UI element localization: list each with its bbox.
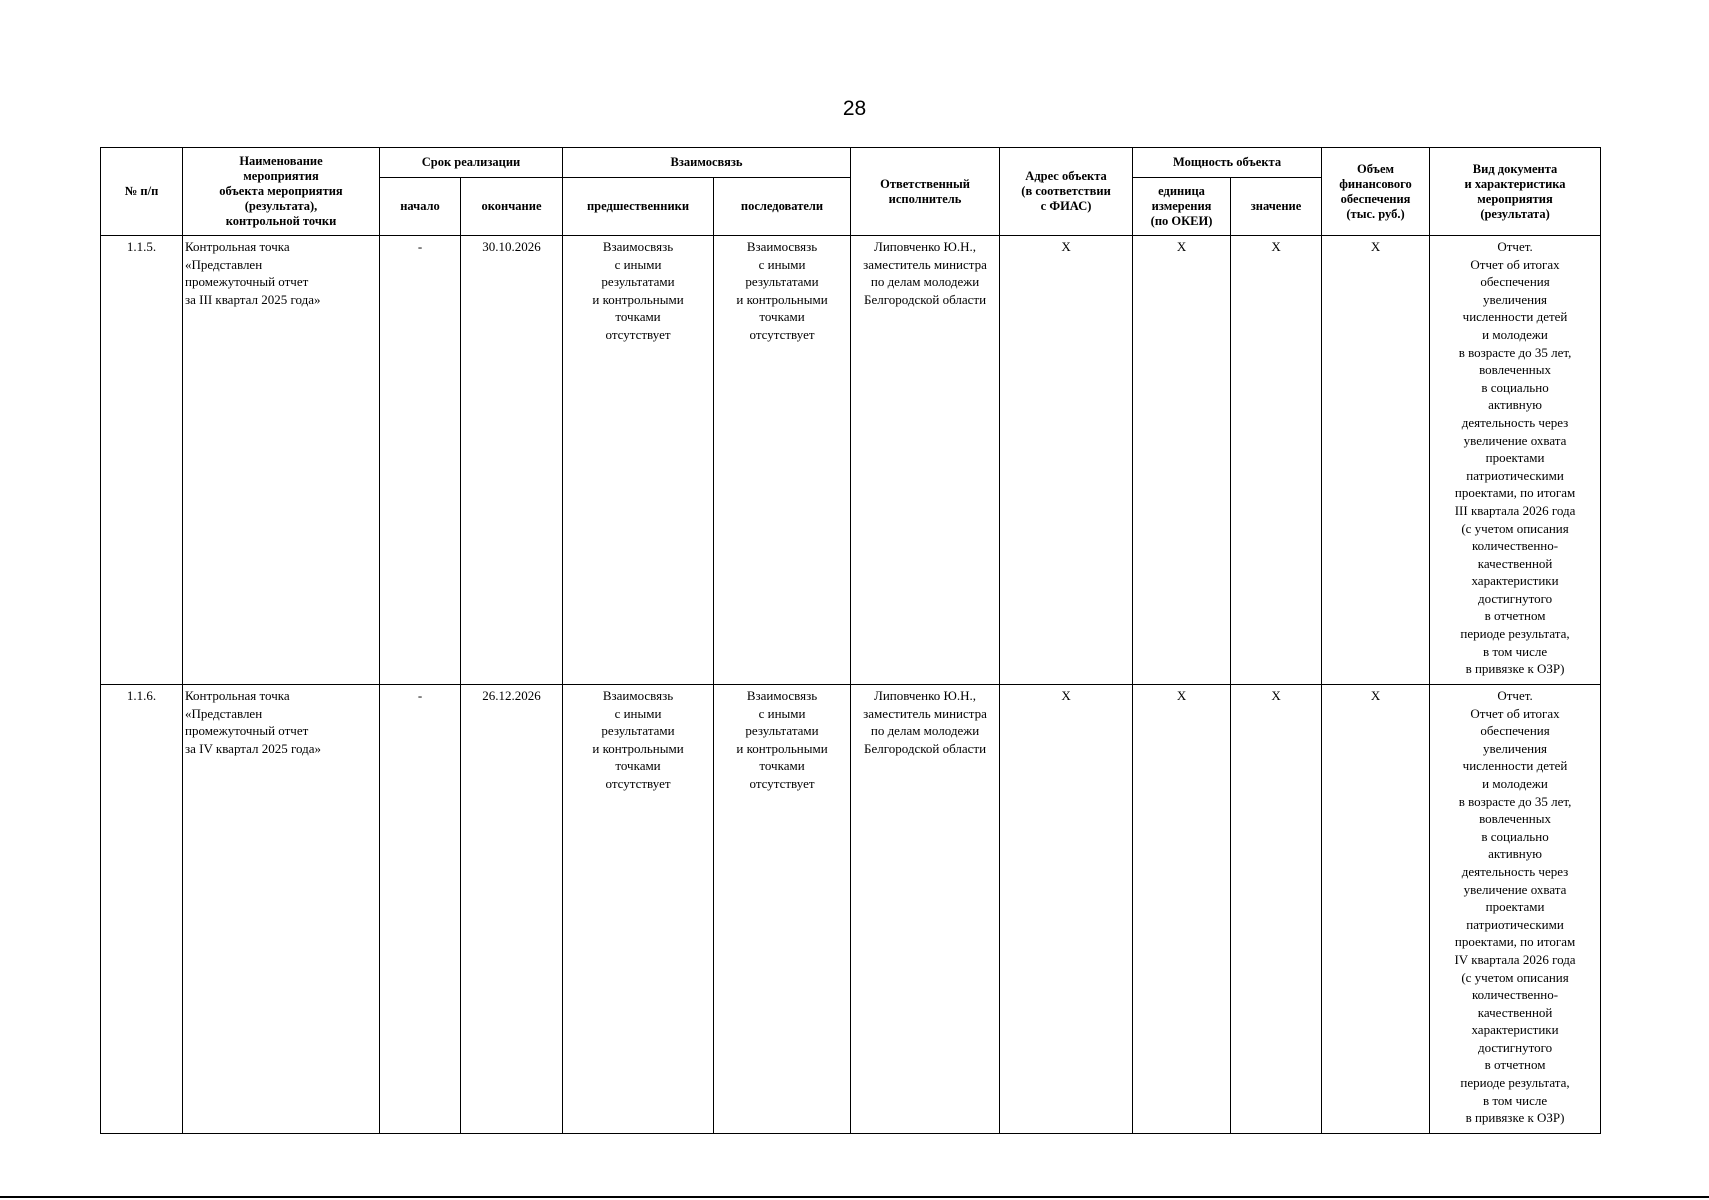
cell-predecessors: Взаимосвязь с иными результатами и контрольными точками отсутствует	[563, 236, 714, 685]
header-unit: единица измерения (по ОКЕИ)	[1133, 178, 1231, 236]
cell-doc-type: Отчет. Отчет об итогах обеспечения увеличения численности детей и молодежи в возрасте до 35 лет, вовлеченных в социально активную деятельность через увеличение охвата проектами патриотическими проектами, по итогам IV квартала 2026 года (с учетом описания количественно- качественной характеристики достигнутого в отчетном периоде результата, в том числе в привязке к ОЗР)	[1430, 685, 1601, 1134]
cell-end: 30.10.2026	[461, 236, 563, 685]
header-num: № п/п	[101, 148, 183, 236]
header-finance: Объем финансового обеспечения (тыс. руб.)	[1322, 148, 1430, 236]
header-address: Адрес объекта (в соответствии с ФИАС)	[1000, 148, 1133, 236]
cell-num: 1.1.5.	[101, 236, 183, 685]
cell-value: Х	[1231, 236, 1322, 685]
cell-predecessors: Взаимосвязь с иными результатами и контрольными точками отсутствует	[563, 685, 714, 1134]
header-doc-type: Вид документа и характеристика мероприятия (результата)	[1430, 148, 1601, 236]
cell-doc-type: Отчет. Отчет об итогах обеспечения увеличения численности детей и молодежи в возрасте до 35 лет, вовлеченных в социально активную деятельность через увеличение охвата проектами патриотическими проектами, по итогам III квартала 2026 года (с учетом описания количественно- качественной характеристики достигнутого в отчетном периоде результата, в том числе в привязке к ОЗР)	[1430, 236, 1601, 685]
cell-num: 1.1.6.	[101, 685, 183, 1134]
scan-edge-line	[0, 1196, 1709, 1198]
cell-name: Контрольная точка «Представлен промежуточный отчет за IV квартал 2025 года»	[183, 685, 380, 1134]
cell-finance: Х	[1322, 236, 1430, 685]
cell-address: Х	[1000, 685, 1133, 1134]
table-row	[101, 236, 1601, 685]
header-capacity: Мощность объекта	[1133, 148, 1322, 178]
cell-address: Х	[1000, 236, 1133, 685]
cell-successors: Взаимосвязь с иными результатами и контрольными точками отсутствует	[714, 236, 851, 685]
cell-unit: Х	[1133, 685, 1231, 1134]
page-number: 28	[842, 97, 867, 120]
cell-start: -	[380, 236, 461, 685]
table-row	[101, 685, 1601, 1134]
cell-end: 26.12.2026	[461, 685, 563, 1134]
header-period: Срок реализации	[380, 148, 563, 178]
header-start: начало	[380, 178, 461, 236]
header-value: значение	[1231, 178, 1322, 236]
cell-executor: Липовченко Ю.Н., заместитель министра по делам молодежи Белгородской области	[851, 236, 1000, 685]
header-name: Наименование мероприятия объекта мероприятия (результата), контрольной точки	[183, 148, 380, 236]
cell-successors: Взаимосвязь с иными результатами и контрольными точками отсутствует	[714, 685, 851, 1134]
header-predecessors: предшественники	[563, 178, 714, 236]
cell-name: Контрольная точка «Представлен промежуточный отчет за III квартал 2025 года»	[183, 236, 380, 685]
cell-unit: Х	[1133, 236, 1231, 685]
cell-finance: Х	[1322, 685, 1430, 1134]
cell-executor: Липовченко Ю.Н., заместитель министра по делам молодежи Белгородской области	[851, 685, 1000, 1134]
cell-value: Х	[1231, 685, 1322, 1134]
header-successors: последователи	[714, 178, 851, 236]
cell-start: -	[380, 685, 461, 1134]
plan-table	[100, 147, 1601, 1134]
header-end: окончание	[461, 178, 563, 236]
header-relation: Взаимосвязь	[563, 148, 851, 178]
header-executor: Ответственный исполнитель	[851, 148, 1000, 236]
